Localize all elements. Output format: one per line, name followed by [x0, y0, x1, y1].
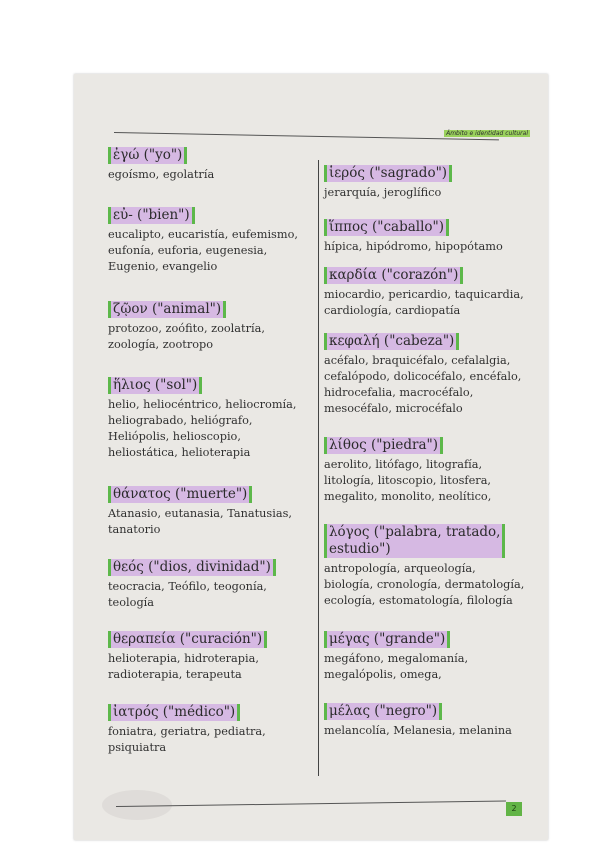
entry-term: θάνατος ("muerte") — [108, 486, 252, 503]
entry-term: λίθος ("piedra") — [324, 437, 443, 454]
entry-logos — [324, 524, 524, 609]
entry-helios — [108, 376, 296, 461]
entry-term: κεφαλή ("cabeza") — [324, 333, 459, 350]
entry-examples: miocardio, pericardio, taquicardia, cardiología, cardiopatía — [324, 288, 524, 317]
entry-examples: eucalipto, eucaristía, eufemismo, eufonía, euforia, eugenesia, Eugenio, evangelio — [108, 228, 298, 273]
entry-megas — [324, 630, 468, 683]
entry-examples: melancolía, Melanesia, melanina — [324, 724, 512, 737]
entry-theos — [108, 558, 276, 611]
entry-term: ἐγώ ("yo") — [108, 147, 187, 164]
bottom-rule — [116, 801, 506, 807]
entry-examples: antropología, arqueología, biología, cronología, dermatología, ecología, estomatología, filología — [324, 562, 525, 607]
column-divider — [318, 160, 319, 776]
entry-thanatos — [108, 485, 292, 538]
entry-lithos — [324, 436, 491, 505]
entry-term: λόγος ("palabra, tratado, estudio") — [324, 524, 505, 558]
entry-examples: protozoo, zoófito, zoolatría, zoología, zootropo — [108, 322, 265, 351]
entry-eu — [108, 206, 298, 275]
entry-examples: aerolito, litófago, litografía, litología, litoscopio, litosfera, megalito, monolito, neolítico, — [324, 458, 492, 503]
entry-term: ἵππος ("caballo") — [324, 219, 449, 236]
header-tag: Ámbito e identidad cultural — [446, 130, 528, 137]
entry-term: μέγας ("grande") — [324, 631, 450, 648]
entry-examples: jerarquía, jeroglífico — [324, 186, 442, 199]
entry-term: θεός ("dios, divinidad") — [108, 559, 276, 576]
entry-term: ἱερός ("sagrado") — [324, 165, 452, 182]
entry-term: ζῷον ("animal") — [108, 301, 226, 318]
entry-examples: hípica, hipódromo, hipopótamo — [324, 240, 503, 253]
entry-term: καρδία ("corazón") — [324, 267, 463, 284]
entry-examples: foniatra, geriatra, pediatra, psiquiatra — [108, 725, 266, 754]
entry-examples: helioterapia, hidroterapia, radioterapia, terapeuta — [108, 652, 259, 681]
entry-examples: megáfono, megalomanía, megalópolis, omega, — [324, 652, 469, 681]
entry-term: θεραπεία ("curación") — [108, 631, 267, 648]
top-rule — [114, 132, 499, 140]
entry-term: ἥλιος ("sol") — [108, 377, 202, 394]
entry-examples: egoísmo, egolatría — [108, 168, 215, 181]
entry-zoon — [108, 300, 265, 353]
entry-hippos — [324, 218, 503, 255]
entry-term: ἰατρός ("médico") — [108, 704, 240, 721]
entry-examples: helio, heliocéntrico, heliocromía, heliograbado, heliógrafo, Heliópolis, helioscopio, heliostática, helioterapia — [108, 398, 297, 459]
entry-examples: acéfalo, braquicéfalo, cefalalgia, cefalópodo, dolicocéfalo, encéfalo, hidrocefalia, macrocéfalo, mesocéfalo, microcéfalo — [324, 354, 522, 415]
book-page — [74, 74, 548, 840]
entry-examples: teocracia, Teófilo, teogonía, teología — [108, 580, 267, 609]
entry-iatros — [108, 703, 266, 756]
entry-term: εὐ- ("bien") — [108, 207, 195, 224]
entry-kephale — [324, 332, 521, 417]
entry-examples: Atanasio, eutanasia, Tanatusias, tanatorio — [108, 507, 292, 536]
entry-hieros — [324, 164, 452, 201]
entry-melas — [324, 702, 512, 739]
entry-ego — [108, 146, 214, 183]
entry-therapeia — [108, 630, 267, 683]
page-number: 2 — [506, 802, 522, 816]
entry-kardia — [324, 266, 524, 319]
entry-term: μέλας ("negro") — [324, 703, 442, 720]
